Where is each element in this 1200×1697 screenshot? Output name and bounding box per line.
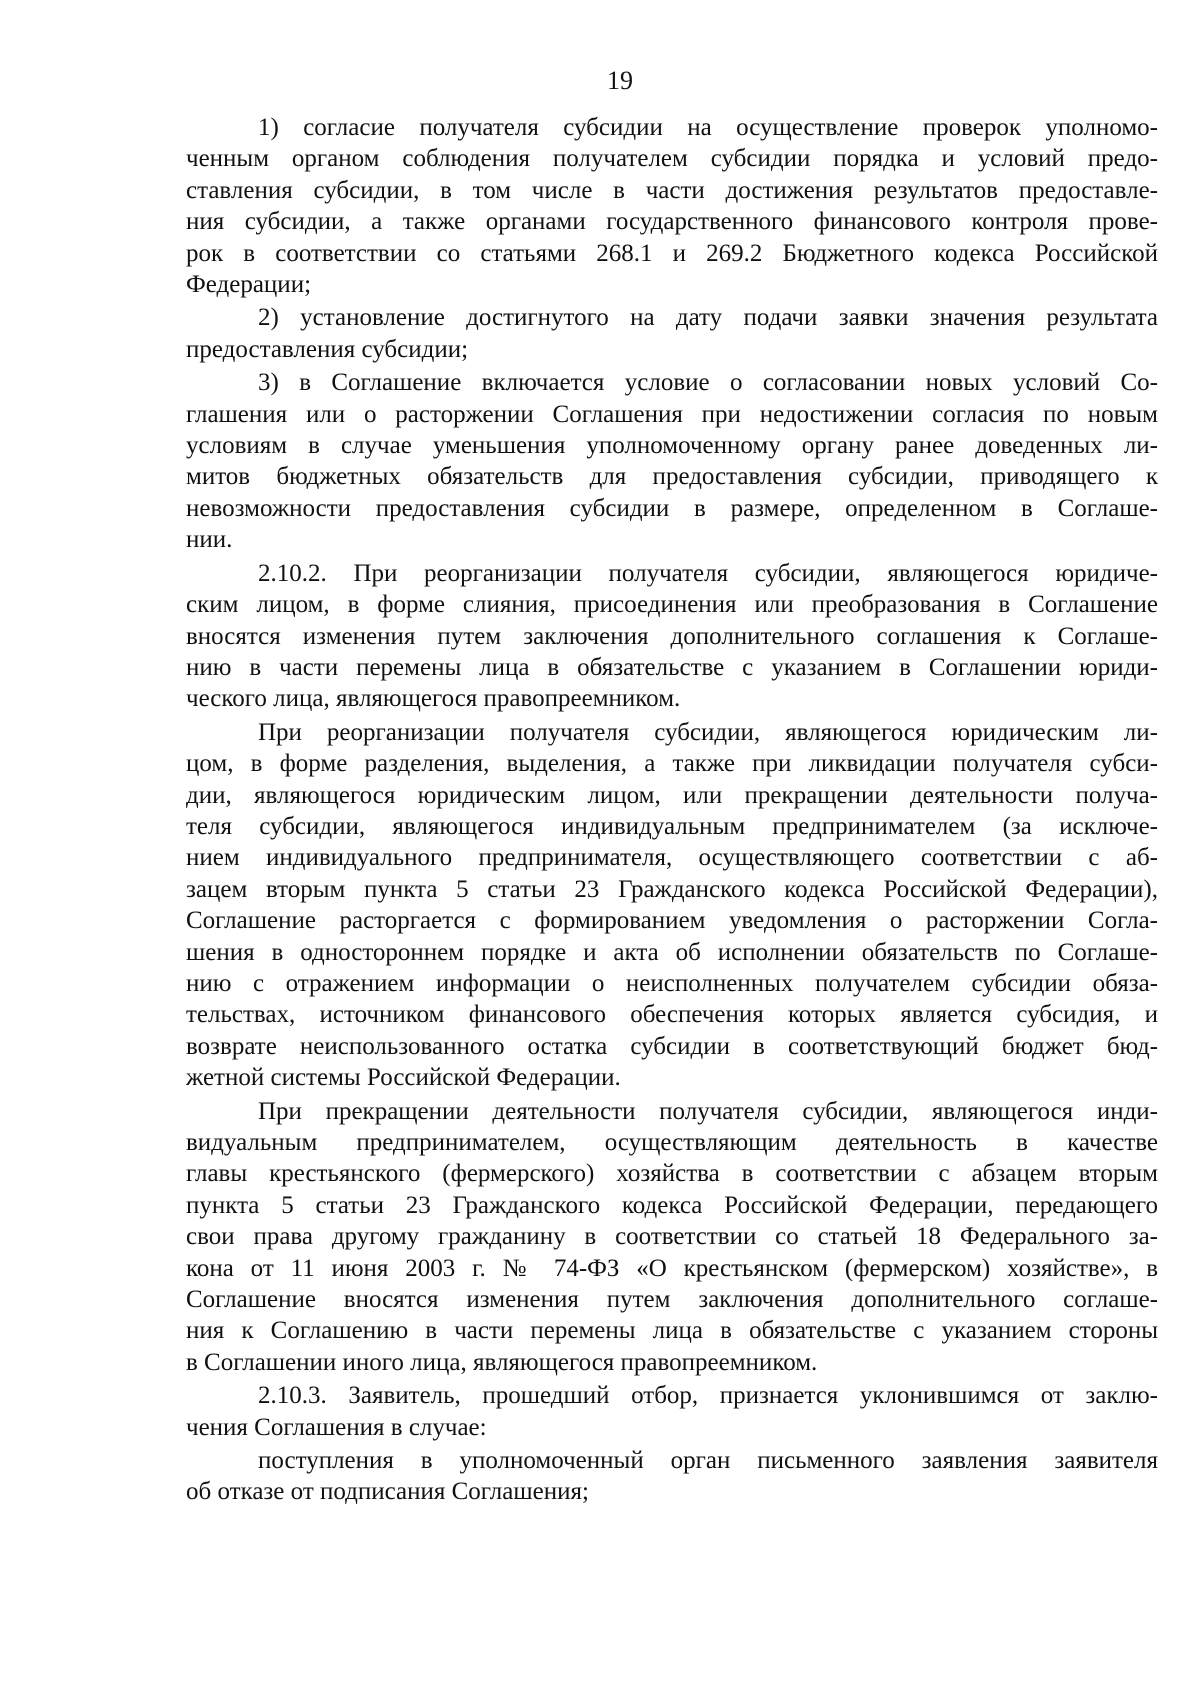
paragraph-p7 — [186, 1380, 1158, 1443]
text-line: возврате неиспользованного остатка субсидии в соответствующий бюджет бюд- — [186, 1032, 1158, 1060]
text-line: вносятся изменения путем заключения дополнительного соглашения к Соглаше- — [186, 622, 1158, 650]
text-line: нию в части перемены лица в обязательстве с указанием в Соглашении юриди- — [186, 653, 1158, 681]
text-line: Соглашение вносятся изменения путем заключения дополнительного соглаше- — [186, 1286, 1158, 1314]
text-line: цом, в форме разделения, выделения, а также при ликвидации получателя субси- — [186, 750, 1158, 778]
text-line: шения в одностороннем порядке и акта об исполнении обязательств по Соглаше- — [186, 938, 1158, 966]
text-line: теля субсидии, являющегося индивидуальным предпринимателем (за исключе- — [186, 812, 1158, 840]
text-line: При реорганизации получателя субсидии, являющегося юридическим ли- — [258, 718, 1158, 746]
text-line: дии, являющегося юридическим лицом, или прекращении деятельности получа- — [186, 781, 1158, 809]
text-line: главы крестьянского (фермерского) хозяйства в соответствии с абзацем вторым — [186, 1160, 1158, 1188]
text-line: 2.10.3. Заявитель, прошедший отбор, признается уклонившимся от заклю- — [258, 1382, 1158, 1410]
text-line: жетной системы Российской Федерации. — [186, 1064, 621, 1092]
text-line: митов бюджетных обязательств для предоставления субсидии, приводящего к — [186, 463, 1158, 491]
text-line: об отказе от подписания Соглашения; — [186, 1478, 589, 1506]
text-line: 2) установление достигнутого на дату подачи заявки значения результата — [258, 304, 1158, 332]
text-line: в Соглашении иного лица, являющегося правопреемником. — [186, 1348, 818, 1376]
document-body — [186, 112, 1158, 1510]
text-line: ния к Соглашению в части перемены лица в обязательстве с указанием стороны — [186, 1317, 1158, 1345]
text-line: нии. — [186, 526, 233, 554]
paragraph-p5 — [186, 717, 1158, 1094]
text-line: видуальным предпринимателем, осуществляющим деятельность в качестве — [186, 1129, 1158, 1156]
text-line: ния субсидии, а также органами государственного финансового контроля прове- — [186, 208, 1158, 236]
paragraph-p8 — [186, 1445, 1158, 1508]
text-line: предоставления субсидии; — [186, 335, 469, 363]
text-line: 3) в Соглашение включается условие о согласовании новых условий Со- — [258, 369, 1158, 397]
text-line: глашения или о расторжении Соглашения при недостижении согласия по новым — [186, 400, 1158, 428]
text-line: рок в соответствии со статьями 268.1 и 269.2 Бюджетного кодекса Российской — [186, 239, 1158, 267]
paragraph-p1 — [186, 112, 1158, 300]
text-line: 2.10.2. При реорганизации получателя субсидии, являющегося юридиче- — [258, 559, 1158, 587]
paragraph-p2 — [186, 302, 1158, 365]
text-line: свои права другому гражданину в соответствии со статьей 18 Федерального за- — [186, 1223, 1158, 1251]
text-line: нием индивидуального предпринимателя, осуществляющего соответствии с аб- — [186, 844, 1158, 872]
text-line: зацем вторым пункта 5 статьи 23 Гражданского кодекса Российской Федерации), — [186, 875, 1158, 903]
text-line: невозможности предоставления субсидии в размере, определенном в Соглаше- — [186, 494, 1158, 522]
text-line: ченным органом соблюдения получателем субсидии порядка и условий предо- — [186, 145, 1158, 173]
text-line: пункта 5 статьи 23 Гражданского кодекса Российской Федерации, передающего — [186, 1191, 1158, 1219]
text-line: Федерации; — [186, 271, 312, 299]
text-line: нию с отражением информации о неисполненных получателем субсидии обяза- — [186, 969, 1158, 997]
paragraph-p3 — [186, 367, 1158, 555]
text-line: чения Соглашения в случае: — [186, 1413, 487, 1441]
text-line: условиям в случае уменьшения уполномоченному органу ранее доведенных ли- — [186, 432, 1158, 460]
text-line: 1) согласие получателя субсидии на осуществление проверок уполномо- — [258, 114, 1158, 141]
text-line: тельствах, источником финансового обеспечения которых является субсидия, и — [186, 1001, 1158, 1029]
text-line: кона от 11 июня 2003 г. № 74-ФЗ «О крестьянском (фермерском) хозяйстве», в — [186, 1254, 1158, 1282]
text-line: При прекращении деятельности получателя субсидии, являющегося инди- — [258, 1097, 1158, 1125]
text-line: поступления в уполномоченный орган письменного заявления заявителя — [258, 1447, 1158, 1475]
paragraph-p6 — [186, 1096, 1158, 1379]
text-line: ским лицом, в форме слияния, присоединения или преобразования в Соглашение — [186, 591, 1158, 619]
page-number: 19 — [607, 66, 633, 95]
text-line: Соглашение расторгается с формированием уведомления о расторжении Согла- — [186, 907, 1158, 935]
text-line: ставления субсидии, в том числе в части достижения результатов предоставле- — [186, 176, 1158, 204]
text-line: ческого лица, являющегося правопреемником. — [186, 685, 681, 713]
paragraph-p4 — [186, 558, 1158, 715]
